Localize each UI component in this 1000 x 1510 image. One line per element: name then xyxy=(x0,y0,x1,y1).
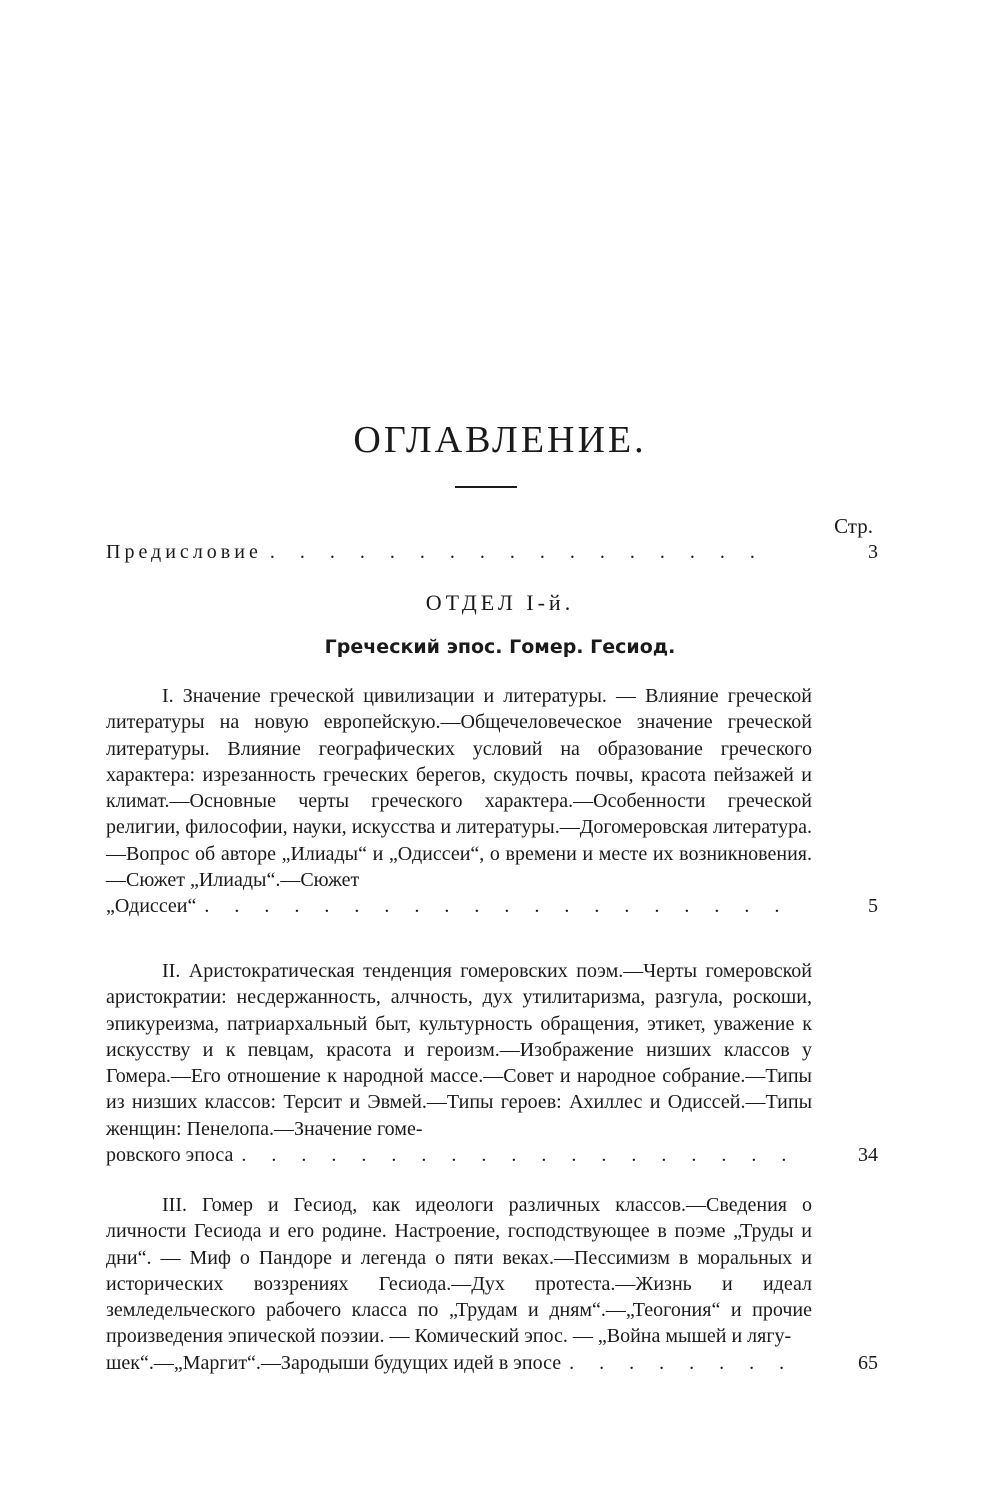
chapter-description: II. Аристократическая тенденция гомеровских поэм.—Черты гомеровской аристократии: несдержанность, алчность, дух утилитаризма, разгула, роскоши, эпикуреизма, патриархальный быт, культурность обращения, этикет, уважение к искусству и к певцам, красота и героизм.—Изображение низших классов у Гомера.—Его отношение к народной массе.—Совет и народное собрание.—Типы из низших классов: Терсит и Эвмей.—Типы героев: Ахиллес и Одиссей.—Типы женщин: Пенелопа.—Значение гоме- xyxy=(106,960,812,1140)
page-title: ОГЛАВЛЕНИЕ. xyxy=(353,419,647,461)
toc-chapter-3[interactable] xyxy=(106,1192,878,1376)
chapter-tail-text: ровского эпоса xyxy=(106,1144,234,1167)
toc-page-number: 3 xyxy=(868,541,878,563)
toc-entry-preface[interactable] xyxy=(106,541,878,569)
section-subtitle: Греческий эпос. Гомер. Гесиод. xyxy=(324,636,676,658)
section-title: ОТДЕЛ I-й. xyxy=(425,590,575,615)
chapter-description: III. Гомер и Гесиод, как идеологи различных классов.—Сведения о личности Гесиода и его родине. Настроение, господствующее в поэме „Труды и дни“. — Миф о Пандоре и легенда о пяти веках.—Пессимизм в моральных и исторических воззрениях Гесиода.—Дух протеста.—Жизнь и идеал земледельческого рабочего класса по „Трудам и дням“.—„Теогония“ и прочие произведения эпической поэзии. — Комический эпос. — „Война мышей и лягу- xyxy=(106,1194,812,1348)
toc-chapter-1[interactable] xyxy=(106,683,878,920)
leader-dots xyxy=(204,893,798,919)
toc-page-number: 34 xyxy=(858,1144,878,1167)
chapter-tail-text: „Одиссеи“ xyxy=(106,895,197,918)
title-divider xyxy=(455,486,517,488)
page-column-label: Стр. xyxy=(834,514,873,538)
toc-entry-label: Предисловие xyxy=(106,541,262,563)
chapter-tail xyxy=(106,893,878,919)
chapter-description: I. Значение греческой цивилизации и литературы. — Влияние греческой литературы на новую европейскую.—Общечеловеческое значение греческой литературы. Влияние географических условий на образование греческого характера: изрезанность греческих берегов, скудость почвы, красота пейзажей и климат.—Основные черты греческого характера.—Особенности греческой религии, философии, науки, искусства и литературы.—Догомеровская литература.—Вопрос об авторе „Илиады“ и „Одиссеи“, о времени и месте их возникновения.—Сюжет „Илиады“.—Сюжет xyxy=(106,685,812,892)
chapter-tail xyxy=(106,1142,878,1168)
chapter-tail xyxy=(106,1350,878,1376)
toc-page-number: 5 xyxy=(868,895,878,918)
toc-chapter-2[interactable] xyxy=(106,958,878,1168)
toc-page-number: 65 xyxy=(858,1351,878,1374)
leader-dots xyxy=(241,1142,798,1168)
leader-dots xyxy=(270,541,780,564)
chapter-tail-text: шек“.—„Маргит“.—Зародыши будущих идей в эпосе xyxy=(106,1351,562,1374)
leader-dots xyxy=(569,1350,798,1376)
